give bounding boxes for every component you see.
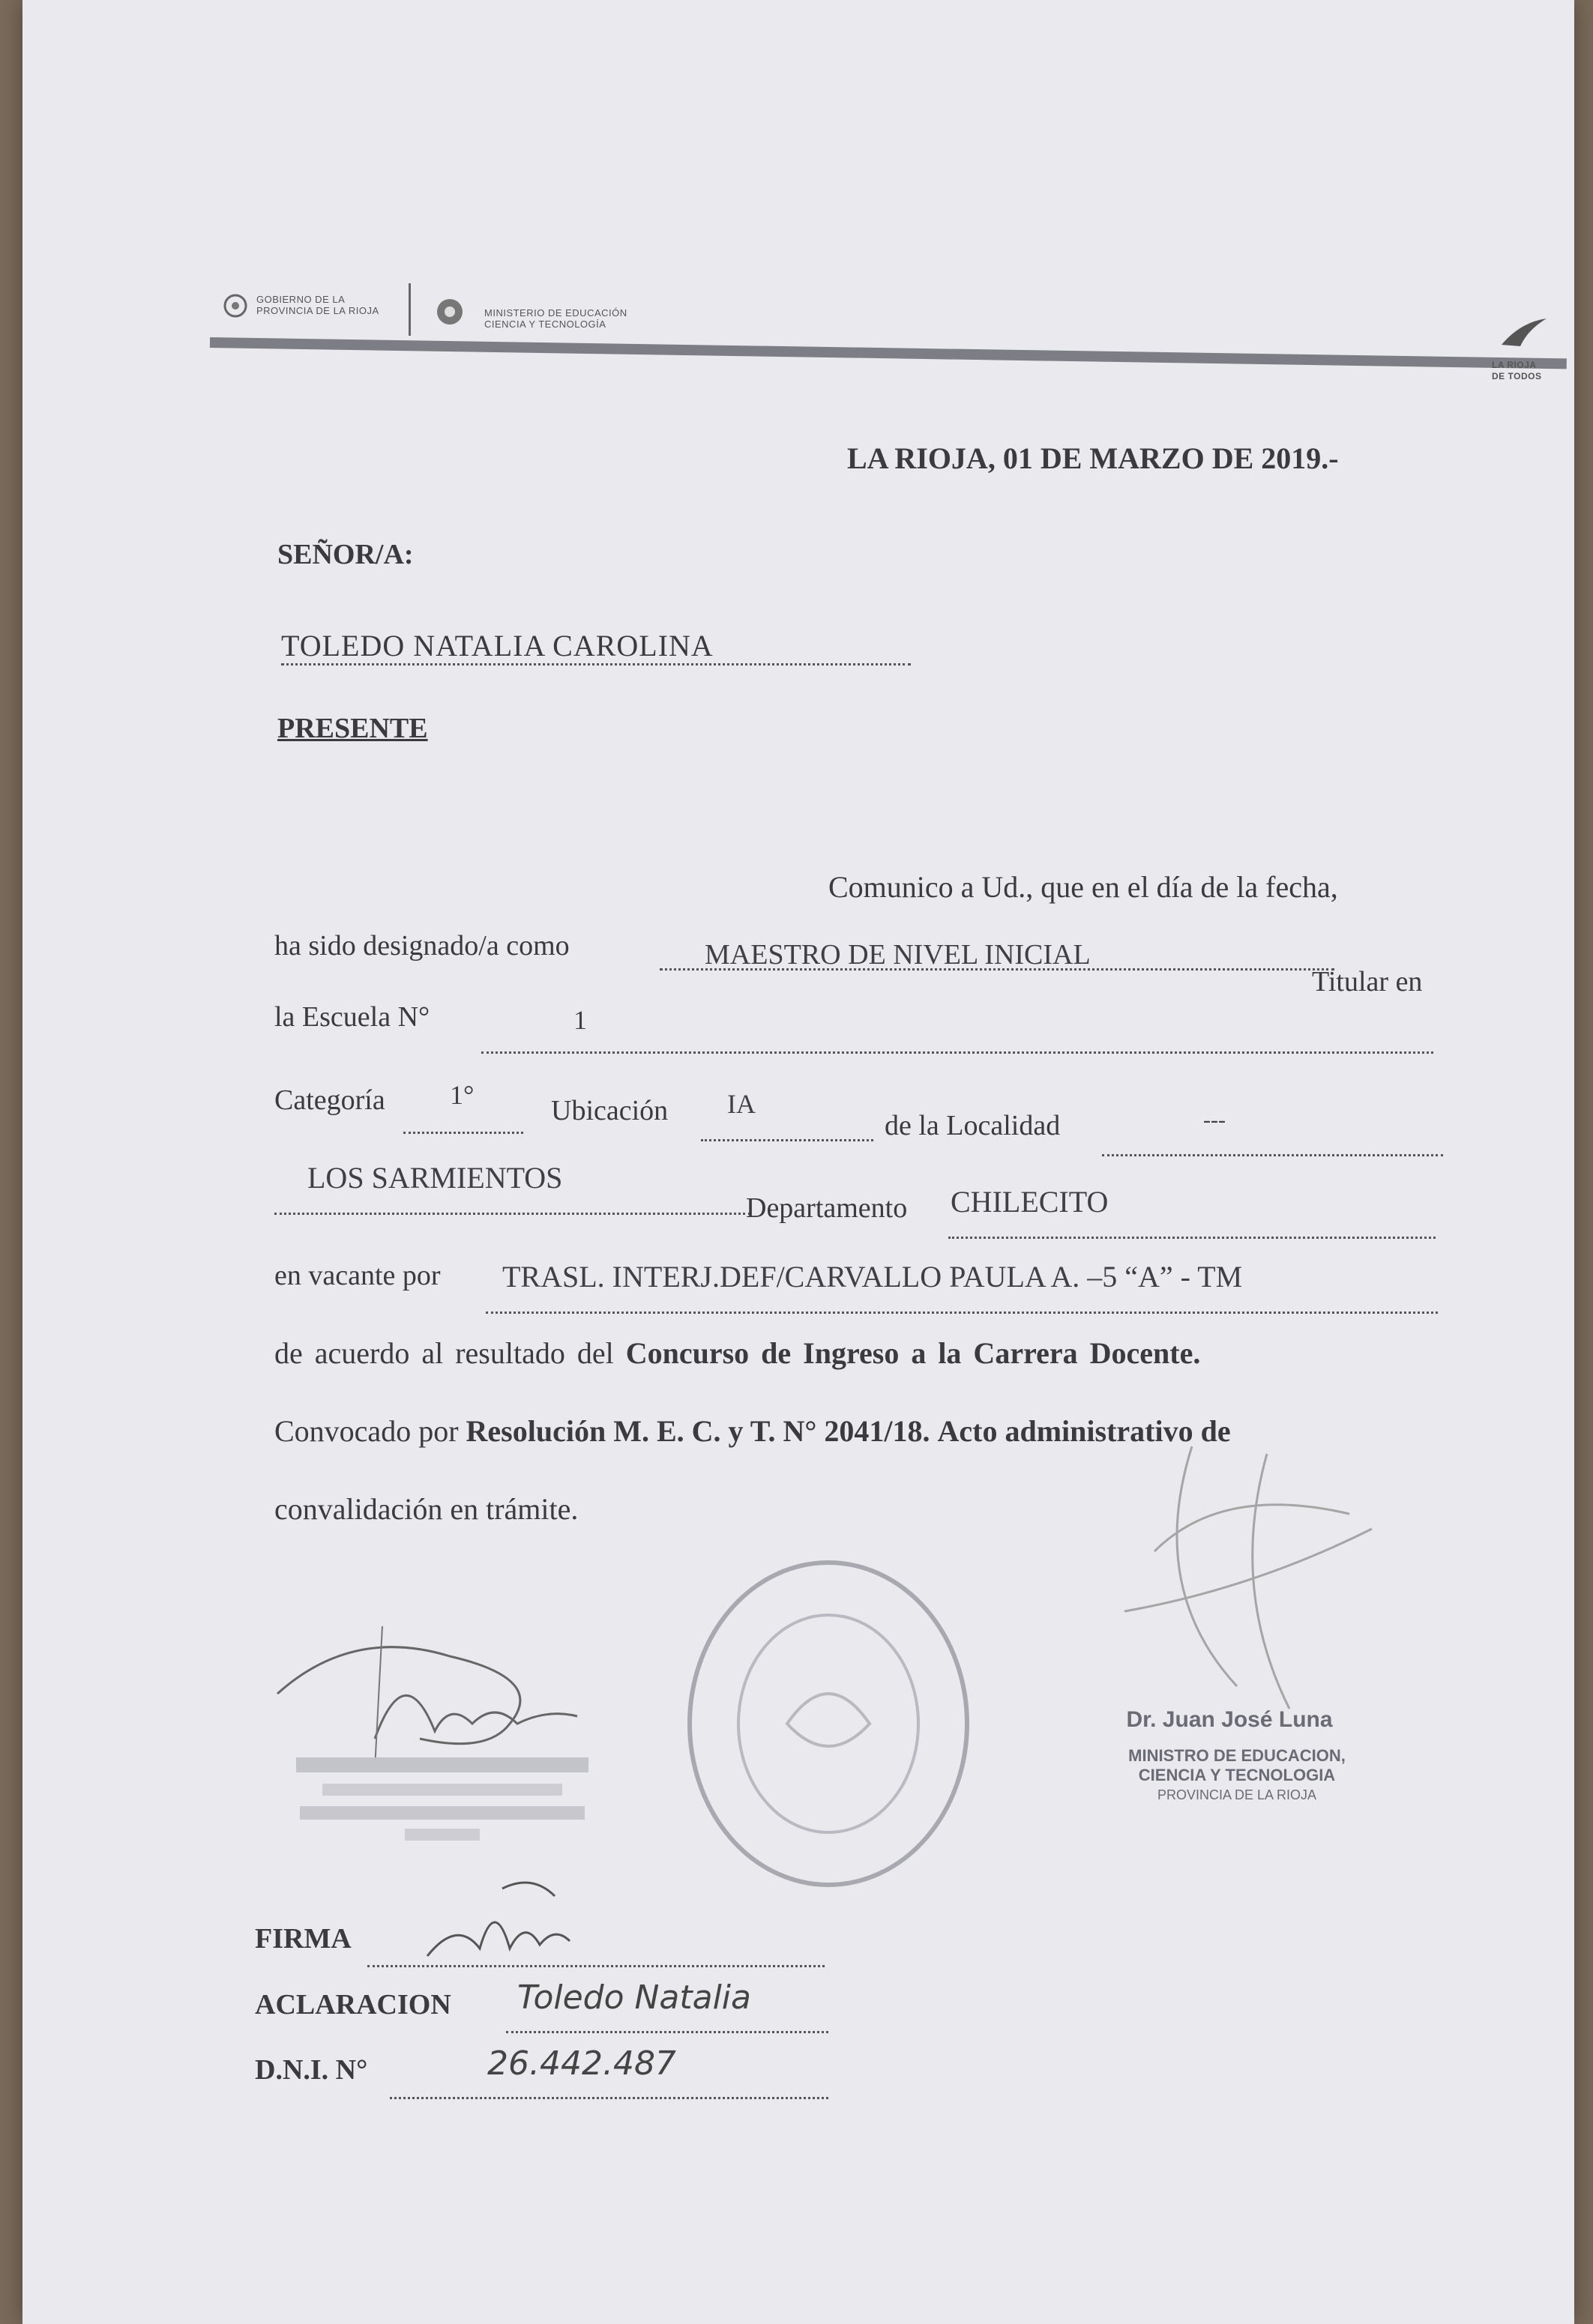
vacante-value: TRASL. INTERJ.DEF/CARVALLO PAULA A. –5 “A” - TM xyxy=(502,1260,1243,1294)
paragraph-line-1 xyxy=(274,1335,1200,1371)
paragraph-line-3: convalidación en trámite. xyxy=(274,1492,579,1526)
categoria-value: 1° xyxy=(450,1080,475,1110)
ministry-seal-icon xyxy=(435,297,465,327)
date-line: LA RIOJA, 01 DE MARZO DE 2019.- xyxy=(847,441,1339,475)
signatory-title-2: CIENCIA Y TECNOLOGIA xyxy=(1138,1766,1336,1784)
escuela-number: 1 xyxy=(573,1005,587,1035)
vacante-label: en vacante por xyxy=(274,1260,441,1291)
escuela-dots xyxy=(481,1023,1433,1054)
titular-label: Titular en xyxy=(1312,966,1423,997)
ubicacion-label: Ubicación xyxy=(551,1095,669,1126)
resolucion-text: Resolución M. E. C. y T. N° 2041/18. xyxy=(466,1414,930,1448)
ubicacion-dots xyxy=(701,1117,873,1141)
opening-line: Comunico a Ud., que en el día de la fecha, xyxy=(828,870,1338,904)
ministry-line-1: MINISTERIO DE EDUCACIÓN xyxy=(484,307,627,319)
signatory-title-1: MINISTRO DE EDUCACION, xyxy=(1128,1746,1346,1765)
left-stamp-icon xyxy=(292,1754,592,1859)
document-page xyxy=(22,0,1574,2324)
dni-value: 26.442.487 xyxy=(487,2044,676,2083)
departamento-label: Departamento xyxy=(746,1192,908,1224)
paragraph-line-2 xyxy=(274,1413,1231,1449)
aclaracion-value: Toledo Natalia xyxy=(517,1979,751,2017)
gov-line-2: PROVINCIA DE LA RIOJA xyxy=(256,305,379,316)
p2-text: Convocado por xyxy=(274,1414,459,1448)
ubicacion-value: IA xyxy=(727,1089,756,1119)
departamento-value: CHILECITO xyxy=(951,1185,1109,1219)
salutation: SEÑOR/A: xyxy=(277,539,414,570)
brand-label xyxy=(1492,360,1541,382)
ministry-line-2: CIENCIA Y TECNOLOGÍA xyxy=(484,319,606,330)
categoria-dots xyxy=(403,1109,523,1134)
localidad-dash: --- xyxy=(1203,1108,1226,1132)
brand-line-1: LA RIOJA xyxy=(1492,360,1537,370)
dni-label: D.N.I. N° xyxy=(255,2054,368,2086)
localidad-value: LOS SARMIENTOS xyxy=(307,1161,563,1195)
header-rule xyxy=(210,337,1567,369)
concurso-text: Concurso de Ingreso a la Carrera Docente. xyxy=(625,1336,1201,1370)
localidad-dots xyxy=(1102,1132,1443,1156)
signatory-name: Dr. Juan José Luna xyxy=(1126,1707,1333,1732)
gov-line-1: GOBIERNO DE LA xyxy=(256,294,346,305)
recipient-signature-icon xyxy=(412,1874,607,1979)
official-stamp-seal-icon xyxy=(667,1544,990,1904)
firma-label: FIRMA xyxy=(255,1923,352,1955)
aclaracion-dots xyxy=(506,2016,828,2033)
localidad-label: de la Localidad xyxy=(885,1110,1061,1141)
province-shield-icon xyxy=(220,291,250,321)
gov-label xyxy=(256,294,379,316)
addressee-name: TOLEDO NATALIA CAROLINA xyxy=(281,628,911,665)
brand-line-2: DE TODOS xyxy=(1492,371,1542,381)
p1-text: de acuerdo al resultado del xyxy=(274,1336,614,1370)
right-signature-icon xyxy=(1102,1439,1387,1754)
escuela-label: la Escuela N° xyxy=(274,1001,430,1033)
cargo-value: MAESTRO DE NIVEL INICIAL xyxy=(705,939,1091,971)
designado-label: ha sido designado/a como xyxy=(274,930,570,962)
header-divider xyxy=(409,283,411,336)
la-rioja-logo-icon xyxy=(1498,315,1550,352)
presente-label: PRESENTE xyxy=(277,713,428,744)
acto-text: Acto administrativo de xyxy=(937,1414,1231,1448)
aclaracion-label: ACLARACION xyxy=(255,1989,451,2020)
letterhead xyxy=(210,277,1582,412)
signatory-title-3: PROVINCIA DE LA RIOJA xyxy=(1157,1787,1317,1802)
categoria-label: Categoría xyxy=(274,1084,385,1116)
ministry-label xyxy=(484,307,627,330)
dni-dots xyxy=(390,2082,828,2099)
